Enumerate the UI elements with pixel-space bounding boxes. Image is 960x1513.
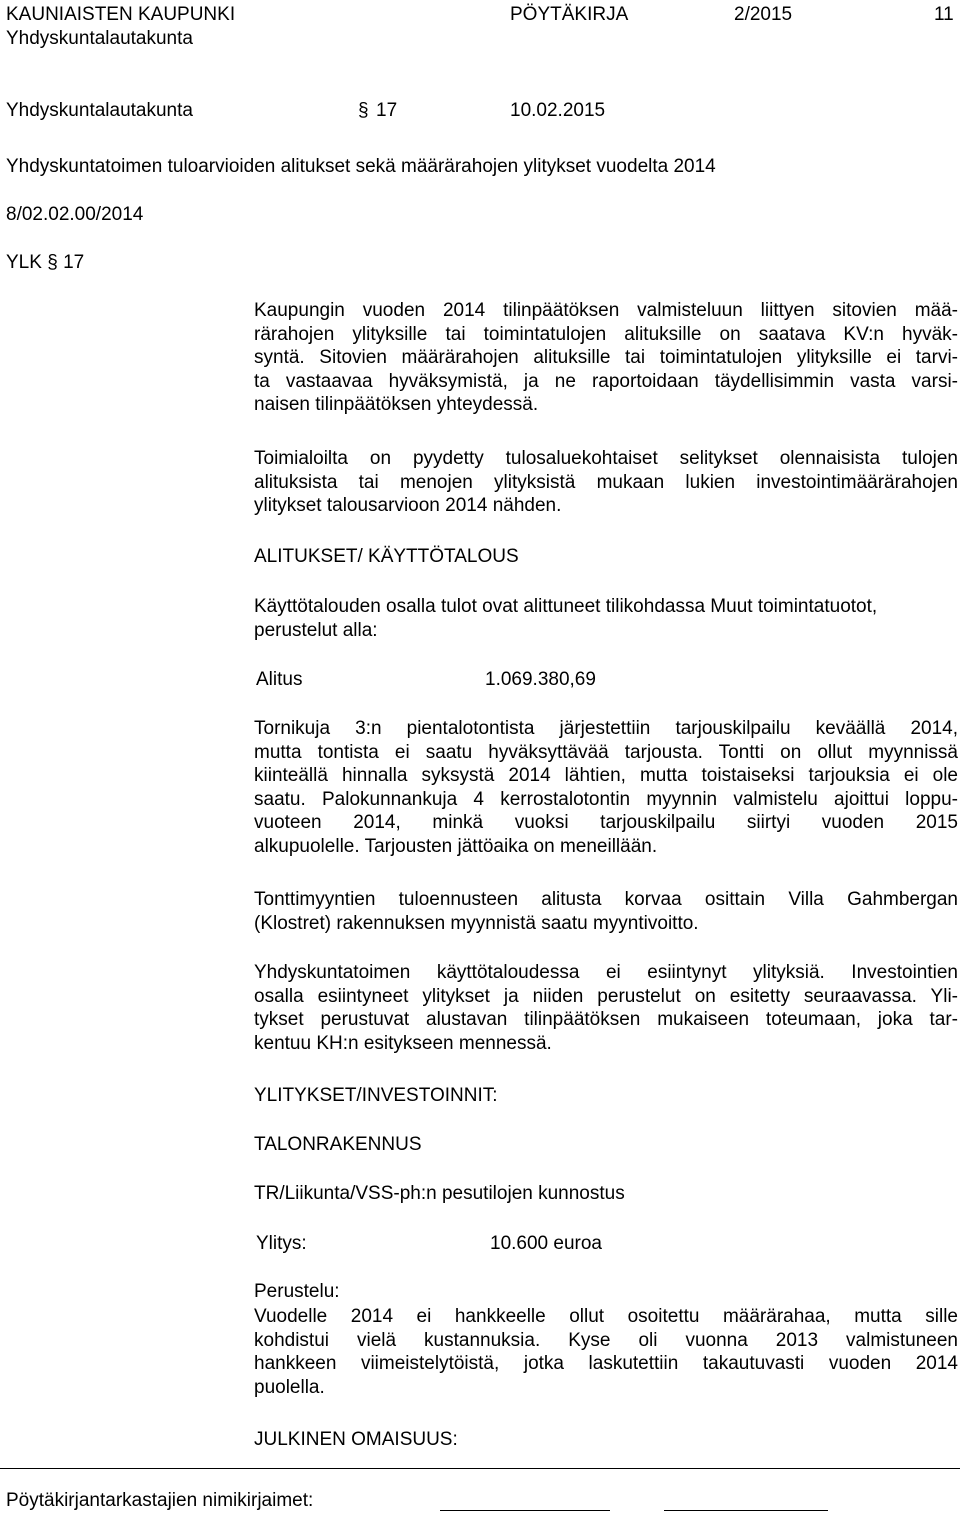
footer-divider xyxy=(0,1468,960,1469)
paragraph-1: Kaupungin vuoden 2014 tilinpäätöksen valmisteluun liittyen sitovien mää- rärahojen ylityksille tai toimintatulojen alituksille on saatava KV:n hyväk- syntä. Sitovien määrärahojen alituksille tai toimintatulojen ylityksille ei tarvi- ta vastaavaa hyväksymistä, ja ne raportoidaan täydellisimmin vasta varsi- naisen tilinpäätöksen yhteydessä. xyxy=(254,300,958,415)
project-title: TR/Liikunta/VSS-ph:n pesutilojen kunnostus xyxy=(254,1183,625,1204)
header-city: KAUNIAISTEN KAUPUNKI xyxy=(6,4,236,25)
heading-julkinen: JULKINEN OMAISUUS: xyxy=(254,1429,458,1450)
heading-ylitykset: YLITYKSET/INVESTOINNIT: xyxy=(254,1085,498,1106)
meeting-committee: Yhdyskuntalautakunta xyxy=(6,100,193,121)
alitus-value: 1.069.380,69 xyxy=(485,669,596,690)
ylitys-label: Ylitys: xyxy=(256,1233,307,1254)
paragraph-7: Vuodelle 2014 ei hankkeelle ollut osoitettu määrärahaa, mutta sille kohdistui vielä kustannuksia. Kyse oli vuonna 2013 valmistuneen hankkeen viimeistelytöistä, jotka laskutettiin takautuvasti vuoden 2014 puolella. xyxy=(254,1306,958,1398)
header-doc-number: 2/2015 xyxy=(734,4,793,25)
paragraph-4: Tornikuja 3:n pientalotontista järjestettiin tarjouskilpailu keväällä 2014, mutta tontista ei saatu hyväksyttävää tarjousta. Tontti on ollut myynnissä kiinteällä hinnalla syksystä 2014 lähtien, mutta toistaiseksi tarjouksia ei ole saatu. Palokunnankuja 4 kerrostalotontin myynnin valmistelu ajoittui loppu- vuoteen 2014, minkä vuoksi tarjouskilpailu siirtyi vuoden 2015 alkupuolelle. Tarjousten jättöaika on meneillään. xyxy=(254,718,958,857)
reference-number: 8/02.02.00/2014 xyxy=(6,204,144,225)
heading-alitukset: ALITUKSET/ KÄYTTÖTALOUS xyxy=(254,546,519,567)
signature-line-1 xyxy=(440,1510,610,1511)
heading-talonrakennus: TALONRAKENNUS xyxy=(254,1134,422,1155)
ylk-number: 17 xyxy=(63,252,85,273)
paragraph-5: Tonttimyyntien tuloennusteen alitusta korvaa osittain Villa Gahmbergan (Klostret) rakennuksen myynnistä saatu myyntivoitto. xyxy=(254,889,958,934)
footer-signature-label: Pöytäkirjantarkastajien nimikirjaimet: xyxy=(6,1490,314,1511)
ylk-symbol: § xyxy=(47,252,58,273)
section-symbol: § xyxy=(358,100,369,121)
perustelu-label: Perustelu: xyxy=(254,1281,340,1302)
section-number: 17 xyxy=(376,100,398,121)
header-committee: Yhdyskuntalautakunta xyxy=(6,28,193,49)
ylitys-value: 10.600 euroa xyxy=(490,1233,602,1254)
ylk-label: YLK xyxy=(6,252,42,273)
meeting-date: 10.02.2015 xyxy=(510,100,606,121)
paragraph-3: Käyttötalouden osalla tulot ovat alittuneet tilikohdassa Muut toimintatuotot, perustelut alla: xyxy=(254,596,878,641)
paragraph-6: Yhdyskuntatoimen käyttötaloudessa ei esiintynyt ylityksiä. Investointien osalla esiintyneet ylitykset ja niiden perustelut on esitetty seuraavassa. Yli- tykset perustuvat alustavan tilinpäätöksen mukaiseen toteumaan, joka tar- kentuu KH:n esitykseen mennessä. xyxy=(254,962,958,1054)
paragraph-2: Toimialoilta on pyydetty tulosaluekohtaiset selitykset olennaisista tulojen alituksista tai menojen ylityksistä mukaan lukien investointimäärärahojen ylitykset talousarvioon 2014 nähden. xyxy=(254,448,958,516)
header-page-number: 11 xyxy=(934,4,954,25)
alitus-label: Alitus xyxy=(256,669,303,690)
signature-line-2 xyxy=(664,1510,828,1511)
subject-title: Yhdyskuntatoimen tuloarvioiden alitukset sekä määrärahojen ylitykset vuodelta 2014 xyxy=(6,156,716,177)
ylk-section xyxy=(6,251,84,275)
header-doc-type: PÖYTÄKIRJA xyxy=(510,4,629,25)
